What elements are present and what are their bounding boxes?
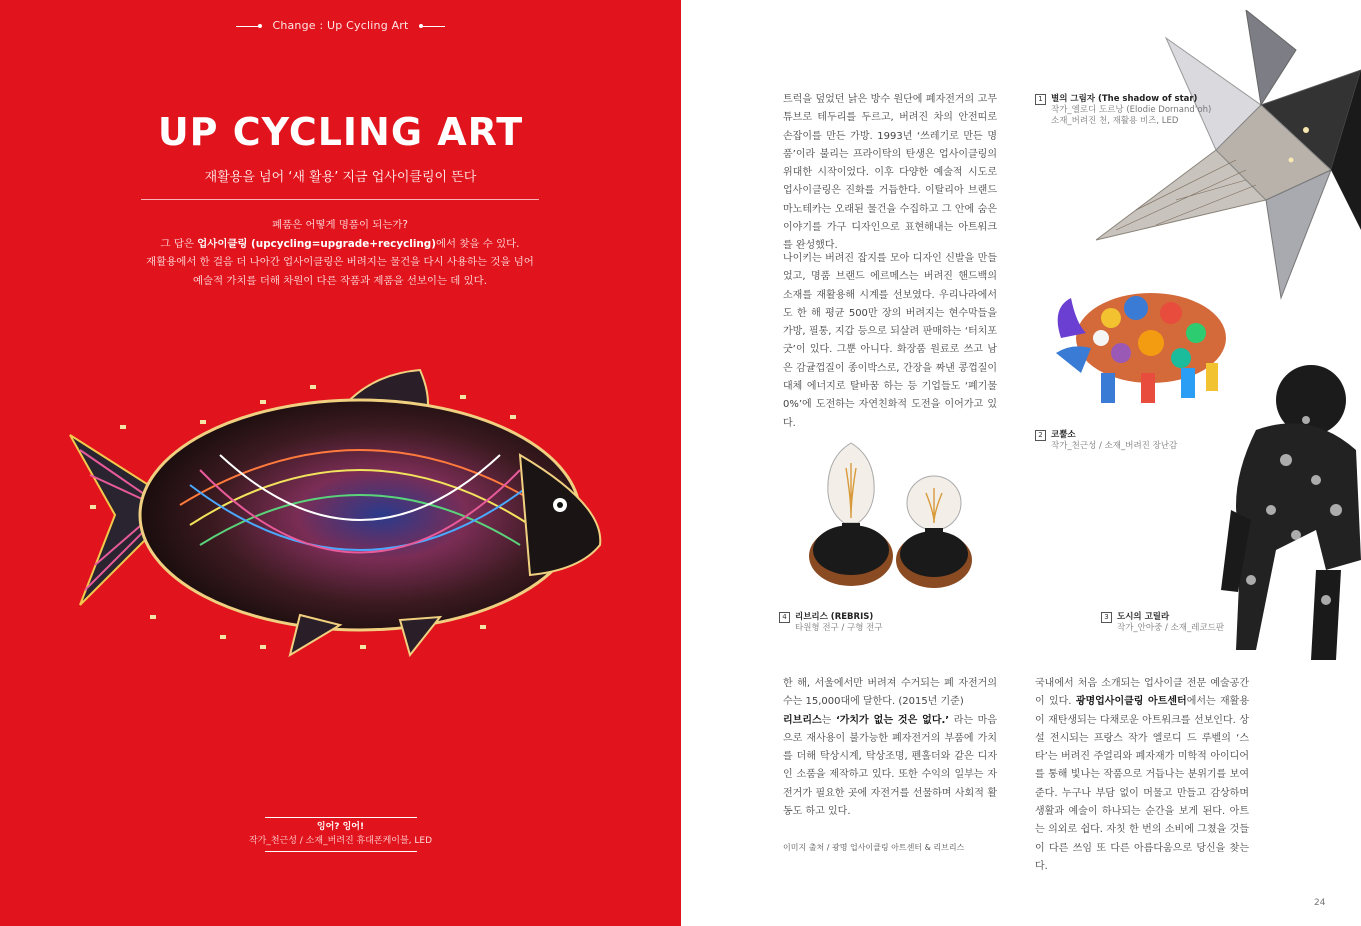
intro-line-2c: 에서 찾을 수 있다. [435, 237, 520, 250]
caption-gorilla-line1: 작가_안아중 / 소재_레코드판 [1117, 623, 1225, 633]
right-page [681, 0, 1361, 926]
star-artwork-image [1096, 10, 1361, 300]
article-paragraph-1: 트럭을 덮었던 낡은 방수 원단에 폐자전거의 고무튜브로 테두리를 두르고, 버려진 차의 안전띠로 손잡이를 만든 가방. 1993년 ‘쓰레기로 만든 명품’이라 불리는 프라이탁의 탄생은 업사이클링의 위대한 시작이었다. 이후 다양한 예술적 시도로 업사이클링은 진화를 거듭한다. 이탈리아 브랜드 마노테카는 오래된 물건을 수집하고 그 안에 숨은 이야기를 가구 디자인으로 표현해내는 아트워크를 완성했다. [783, 94, 997, 252]
header-line-right [421, 26, 445, 27]
intro-text [110, 216, 570, 290]
paragraph-3-mid: 는 [821, 714, 836, 726]
caption-rhino-number: 2 [1035, 430, 1046, 441]
caption-star-line2: 소재_버려진 천, 재활용 비즈, LED [1051, 116, 1179, 126]
rebris-quote: ‘가치가 없는 것은 없다.’ [835, 714, 950, 726]
caption-gorilla-title: 도시의 고릴라 [1117, 612, 1170, 622]
caption-star [1035, 94, 1211, 127]
gorilla-artwork-image [1216, 360, 1361, 660]
paragraph-4-a: 국내에서 처음 소개되는 업사이클 전문 예술공간이 있다. [1035, 678, 1249, 708]
fish-caption-title: 잉어? 잉어! [316, 822, 365, 832]
paragraph-4-c: 에서는 재활용이 재탄생되는 다채로운 아트워크를 선보인다. 상설 전시되는 프랑스 작가 엘로디 드 루벨의 ‘스타’는 버려진 주얼리와 폐자재가 미학적 아이디어를 통해 빛나는 작품으로 거듭나는 분위기를 보여준다. 누구나 부담 없이 머물고 만들고 감상하며 생활과 예술이 하나되는 순간을 보게 된다. 아트는 의외로 쉽다. 자칫 한 번의 소비에 그쳤을 것들이 다른 쓰임 또 다른 아름다움으로 당신을 찾는다. [1035, 696, 1249, 872]
caption-rebris-number: 4 [779, 612, 790, 623]
fish-caption-desc: 작가_천근성 / 소재_버려진 휴대폰케이블, LED [248, 836, 433, 846]
caption-rebris [779, 612, 883, 634]
caption-rhino-title: 코뿔소 [1051, 430, 1076, 440]
header-text: Change : Up Cycling Art [272, 19, 409, 32]
page-number: 24 [1314, 898, 1326, 908]
caption-star-number: 1 [1035, 94, 1046, 105]
rebris-lamps-image [806, 438, 981, 598]
header-line-left [236, 26, 260, 27]
caption-gorilla-number: 3 [1101, 612, 1112, 623]
caption-star-title: 별의 그림자 (The shadow of star) [1051, 94, 1198, 104]
page-subtitle: 재활용을 넘어 ‘새 활용’ 지금 업사이클링이 뜬다 [204, 170, 477, 185]
caption-rebris-line1: 타원형 전구 / 구형 전구 [795, 623, 883, 633]
section-header [0, 19, 681, 32]
fish-caption [0, 820, 681, 848]
caption-star-line1: 작가_엘로디 도르낭 (Elodie Dornand’oh) [1051, 105, 1212, 115]
fish-artwork-image [60, 355, 620, 665]
intro-line-3: 재활용에서 한 걸음 더 나아간 업사이클링은 버려지는 물건을 다시 사용하는 것을 넘어 [146, 256, 534, 269]
caption-line-top [265, 817, 417, 818]
caption-gorilla [1101, 612, 1224, 634]
caption-line-bottom [265, 851, 417, 852]
caption-rhino-line1: 작가_천근성 / 소재_버려진 장난감 [1051, 441, 1178, 451]
rebris-name: 리브리스 [783, 714, 822, 726]
page-title: UP CYCLING ART [157, 110, 524, 154]
intro-line-2-bold: 업사이클링 (upcycling=upgrade+recycling) [197, 237, 436, 250]
intro-line-2 [110, 235, 570, 254]
art-center-name: 광명업사이클링 아트센터 [1075, 696, 1187, 708]
title-divider [141, 199, 539, 200]
rhino-artwork-image [1041, 278, 1241, 418]
caption-rhino [1035, 430, 1177, 452]
intro-line-1: 폐품은 어떻게 명품이 되는가? [272, 219, 408, 231]
paragraph-3-rest: 라는 마음으로 재사용이 불가능한 폐자전거의 부품에 가치를 더해 탁상시계, 탁상조명, 펜홀더와 같은 디자인 소품을 제작하고 있다. 또한 수익의 일부는 자전거가 필요한 곳에 자전거를 선물하며 사회적 활동도 하고 있다. [783, 714, 998, 818]
article-paragraph-4 [1035, 675, 1249, 876]
intro-line-4: 예술적 가치를 더해 차원이 다른 작품과 제품을 선보이는 데 있다. [193, 274, 487, 287]
article-paragraph-2: 나이키는 버려진 잡지를 모아 디자인 신발을 만들었고, 명품 브랜드 에르메스는 버려진 핸드백의 소재를 재활용해 시계를 선보였다. 우리나라에서도 한 해 평균 500만 장의 버려지는 현수막들을 가방, 필통, 지갑 등으로 되살려 판매하는 ‘터치포굿’이 있다. 그뿐 아니다. 화장품 원료로 쓰고 남은 감귤껍질이 종이박스로, 간장을 짜낸 콩껍질이 대체 에너지로 탈바꿈 하는 등 기업들도 ‘폐기물 0%’에 도전하는 자연친화적 도전을 이어가고 있다. [783, 253, 997, 429]
image-source-note: 이미지 출처 / 광명 업사이클링 아트센터 & 리브리스 [783, 843, 965, 852]
intro-line-2a: 그 답은 [160, 237, 198, 250]
caption-rebris-title: 리브리스 (REBRIS) [795, 612, 874, 622]
article-paragraph-3 [783, 675, 997, 821]
paragraph-3-intro: 한 해, 서울에서만 버려져 수거되는 폐 자전거의 수는 15,000대에 달한다. (2015년 기준) [783, 678, 997, 708]
